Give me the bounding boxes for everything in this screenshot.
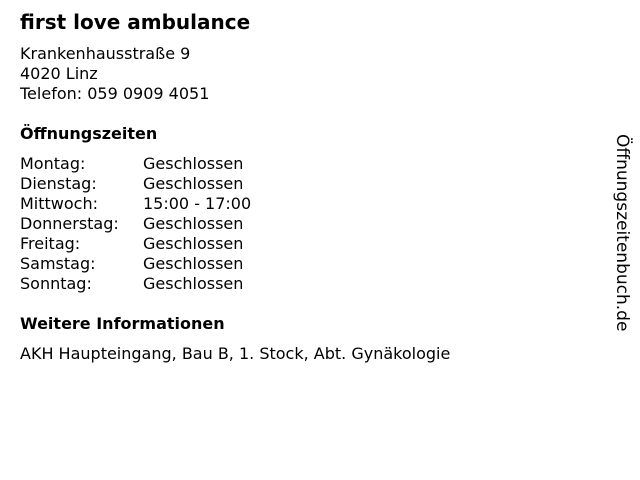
day-hours: Geschlossen	[143, 234, 244, 253]
business-name: first love ambulance	[20, 10, 251, 34]
day-label: Dienstag:	[20, 174, 97, 193]
site-brand-label: Öffnungszeitenbuch.de	[612, 134, 632, 332]
day-hours: Geschlossen	[143, 254, 244, 273]
hours-row-tuesday	[20, 174, 251, 194]
day-hours: 15:00 - 17:00	[143, 194, 252, 213]
hours-row-thursday	[20, 214, 251, 234]
day-label: Samstag:	[20, 254, 96, 273]
more-info-text: AKH Haupteingang, Bau B, 1. Stock, Abt. Gynäkologie	[20, 344, 451, 363]
day-label: Mittwoch:	[20, 194, 98, 213]
hours-row-monday	[20, 154, 251, 174]
hours-row-friday	[20, 234, 251, 254]
street-address: Krankenhausstraße 9	[20, 44, 191, 63]
day-label: Donnerstag:	[20, 214, 119, 233]
day-label: Montag:	[20, 154, 86, 173]
day-label: Sonntag:	[20, 274, 92, 293]
day-label: Freitag:	[20, 234, 81, 253]
more-info-heading: Weitere Informationen	[20, 314, 225, 333]
city: 4020 Linz	[20, 64, 98, 83]
address-block	[20, 44, 209, 104]
day-hours: Geschlossen	[143, 274, 244, 293]
hours-row-sunday	[20, 274, 251, 294]
day-hours: Geschlossen	[143, 214, 244, 233]
day-hours: Geschlossen	[143, 154, 244, 173]
hours-row-wednesday	[20, 194, 251, 214]
hours-row-saturday	[20, 254, 251, 274]
day-hours: Geschlossen	[143, 174, 244, 193]
opening-hours-heading: Öffnungszeiten	[20, 124, 158, 143]
phone-number: Telefon: 059 0909 4051	[20, 84, 210, 103]
opening-hours-table	[20, 154, 251, 294]
